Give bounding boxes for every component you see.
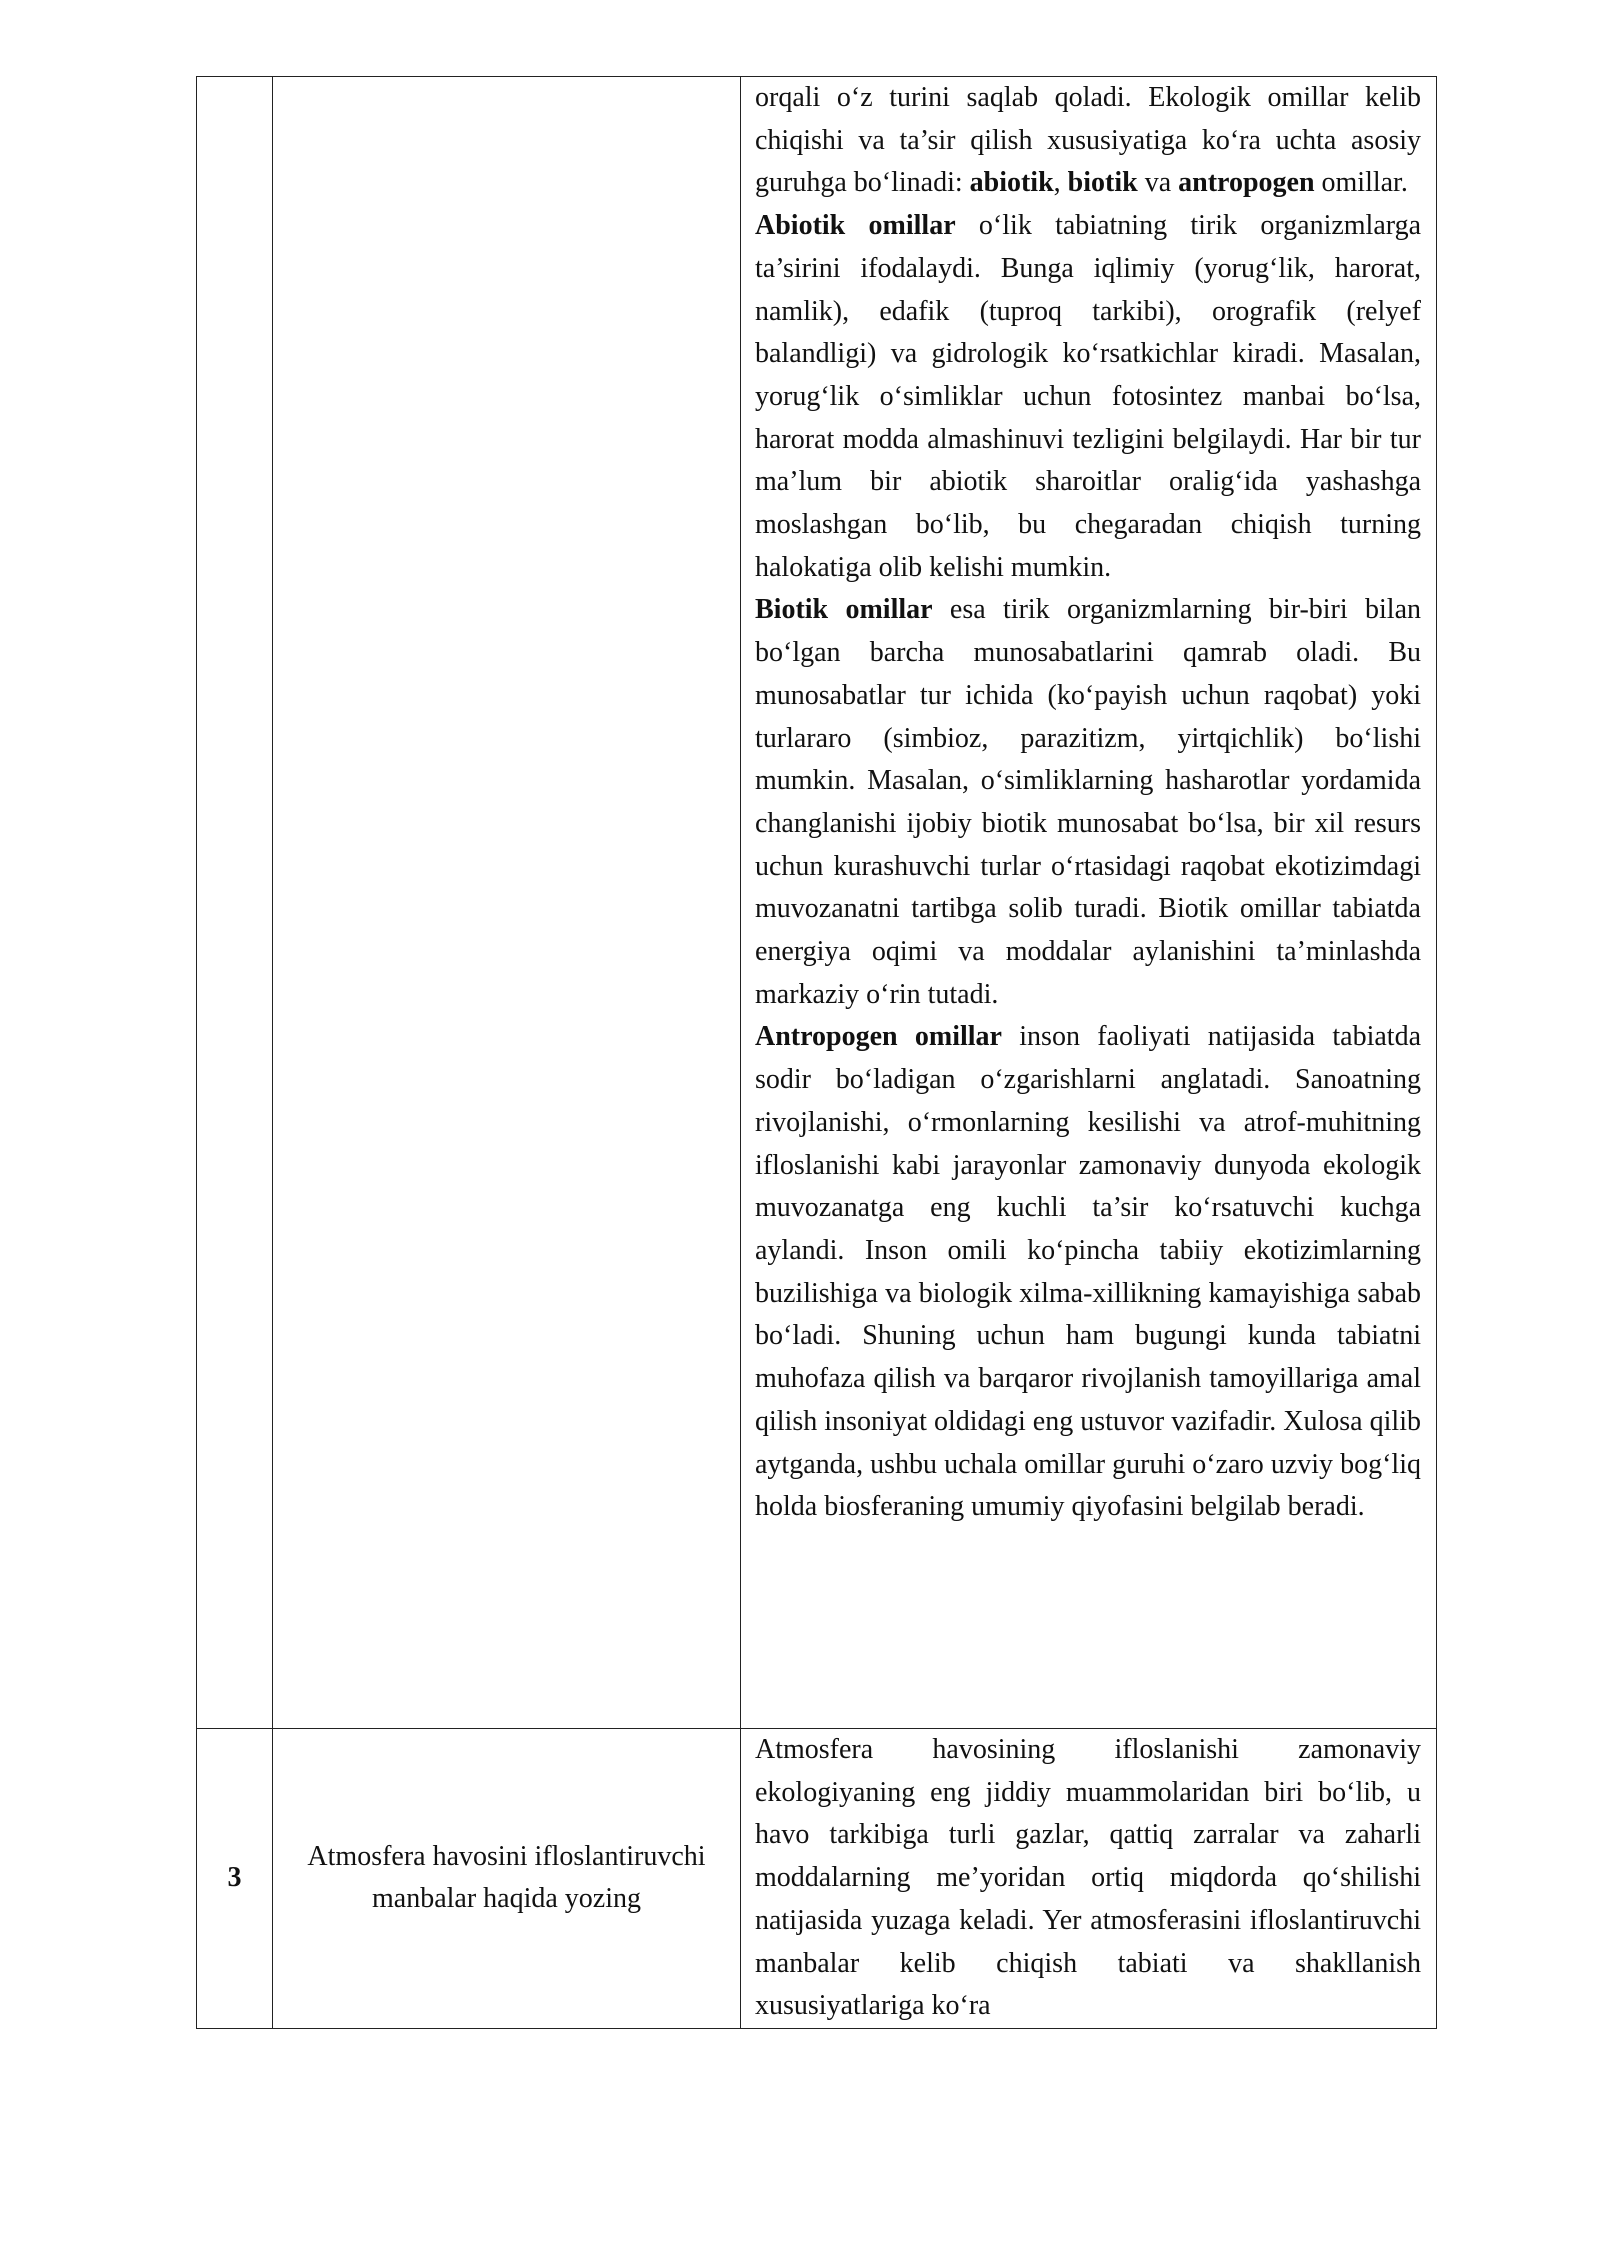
text-run: , bbox=[1053, 167, 1068, 199]
row-number-cell: 3 bbox=[197, 1729, 273, 2029]
answer-text bbox=[741, 77, 1436, 1529]
answer-table bbox=[196, 76, 1437, 2029]
paragraph bbox=[755, 589, 1421, 1016]
bold-term: antropogen bbox=[1178, 167, 1315, 199]
bold-term: biotik bbox=[1067, 167, 1138, 199]
bold-term: Biotik omillar bbox=[755, 594, 933, 626]
text-run: va bbox=[1137, 167, 1179, 199]
text-run: oʻlik tabiatning tirik organizmlarga ta’sirini ifodalaydi. Bunga iqlimiy (yorugʻlik, harorat, namlik), edafik (tuproq tarkibi), orografik (relyef balandligi) va gidrologik koʻrsatkichlar kiradi. Masalan, yorugʻlik oʻsimliklar uchun fotosintez manbai boʻlsa, harorat modda almashinuvi tezligini belgilaydi. Har bir tur ma’lum bir abiotik sharoitlar oraligʻida yashashga moslashgan boʻlib, bu chegaradan chiqish turning halokatiga olib kelishi mumkin. bbox=[755, 210, 1422, 583]
paragraph bbox=[755, 205, 1421, 589]
answer-cell bbox=[741, 1729, 1437, 2029]
paragraph bbox=[755, 1729, 1421, 2028]
answer-cell bbox=[741, 77, 1437, 1729]
topic-cell: Atmosfera havosini ifloslantiruvchi manbalar haqida yozing bbox=[273, 1729, 741, 2029]
bold-term: Antropogen omillar bbox=[755, 1021, 1002, 1053]
topic-cell bbox=[273, 77, 741, 1729]
bold-term: abiotik bbox=[969, 167, 1054, 199]
text-run: omillar. bbox=[1314, 167, 1408, 199]
text-run: inson faoliyati natijasida tabiatda sodir boʻladigan oʻzgarishlarni anglatadi. Sanoatning rivojlanishi, oʻrmonlarning kesilishi va atrof-muhitning ifloslanishi kabi jarayonlar zamonaviy dunyoda ekologik muvozanatga eng kuchli ta’sir koʻrsatuvchi kuchga aylandi. Inson omili koʻpincha tabiiy ekotizimlarning buzilishiga va biologik xilma-xillikning kamayishiga sabab boʻladi. Shuning uchun ham bugungi kunda tabiatni muhofaza qilish va barqaror rivojlanish tamoyillariga amal qilish insoniyat oldidagi eng ustuvor vazifadir. Xulosa qilib aytganda, ushbu uchala omillar guruhi oʻzaro uzviy bogʻliq holda biosferaning umumiy qiyofasini belgilab beradi. bbox=[755, 1021, 1421, 1523]
text-run: Atmosfera havosining ifloslanishi zamonaviy ekologiyaning eng jiddiy muammolaridan biri boʻlib, u havo tarkibiga turli gazlar, qattiq zarralar va zaharli moddalarning me’yoridan ortiq miqdorda qoʻshilishi natijasida yuzaga keladi. Yer atmosferasini ifloslantiruvchi manbalar kelib chiqish tabiati va shakllanish xususiyatlariga koʻra bbox=[755, 1734, 1421, 2022]
text-run: esa tirik organizmlarning bir-biri bilan boʻlgan barcha munosabatlarini qamrab oladi. Bu munosabatlar tur ichida (koʻpayish uchun raqobat) yoki turlararo (simbioz, parazitizm, yirtqichlik) boʻlishi mumkin. Masalan, oʻsimliklarning hasharotlar yordamida changlanishi ijobiy biotik munosabat boʻlsa, bir xil resurs uchun kurashuvchi turlar oʻrtasidagi raqobat ekotizimdagi muvozanatni tartibga solib turadi. Biotik omillar tabiatda energiya oqimi va moddalar aylanishini ta’minlashda markaziy oʻrin tutadi. bbox=[755, 594, 1421, 1010]
text-run: orqali oʻz turini saqlab qoladi. Ekologik omillar kelib chiqishi va ta’sir qilish xususiyatiga koʻra uchta asosiy guruhga boʻlinadi: bbox=[755, 82, 1421, 199]
table-row-3 bbox=[197, 1729, 1437, 2029]
bold-term: Abiotik omillar bbox=[755, 210, 956, 242]
table-row-continuation bbox=[197, 77, 1437, 1729]
answer-text bbox=[741, 1729, 1436, 2028]
paragraph bbox=[755, 1016, 1421, 1528]
row-number-cell bbox=[197, 77, 273, 1729]
paragraph bbox=[755, 77, 1421, 205]
